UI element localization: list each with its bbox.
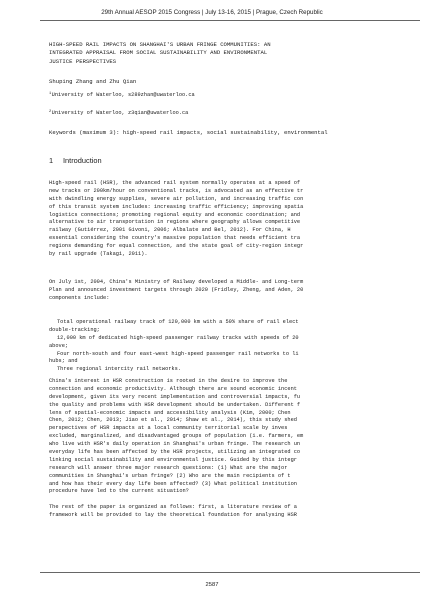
paragraph-4 [49,504,297,520]
paragraph-2 [49,279,303,303]
title-line: INTEGRATED APPRAISAL FROM SOCIAL SUSTAINABILITY AND ENVIRONMENTAL [49,49,268,57]
affiliation-text: University of Waterloo, z3qian@uwaterloo.ca [51,110,189,116]
bullet-list [49,319,299,374]
affiliation-marker: 1 [49,92,52,96]
list-item: 12,000 km of dedicated high-speed passenger railway tracks with speeds of 20 [57,334,299,341]
text-line: procedure have led to the current situation? [49,488,189,495]
text-line: lens of spatial-economic impacts and accessibility analysis (Kim, 2000; Chen [49,409,291,416]
paragraph-3 [49,378,303,496]
affiliation-text: University of Waterloo, s289zhan@uwaterloo.ca [51,92,195,98]
affiliation-1 [49,92,195,98]
text-line: with dwindling energy supplies, severe air pollution, and increasing traffic con [49,195,304,202]
list-item: Total operational railway track of 120,000 km with a 50% share of rail elect [57,319,299,325]
text-line: everyday life has been affected by the HSR projects, utilizing an integrated co [49,449,301,456]
paper-title [49,41,271,66]
list-item: above; [49,342,69,349]
affiliation-marker: 2 [49,110,52,114]
section-title: Introduction [63,156,102,165]
text-line: research will answer three major research questions: (1) What are the major [49,464,288,471]
footer-rule [40,572,420,573]
section-heading [49,156,102,165]
text-line: new tracks or 200km/hour on conventional tracks, is advocated as an effective tr [49,187,304,194]
text-line: connection and economic productivity. Although there are sound economic incent [49,385,297,392]
author-names: Shuping Zhang and Zhu Qian [49,78,137,85]
text-line: by rail upgrade (Takagi, 2011). [49,251,148,258]
text-line: perspectives of HSR impacts at a local community territorial scale by inves [49,425,288,432]
text-line: On July 1st, 2004, China's Ministry of Railway developed a Middle- and Long-term [49,279,304,285]
title-line: JUSTICE PERSPECTIVES [49,57,117,65]
title-line: HIGH-SPEED RAIL IMPACTS ON SHANGHAI'S URBAN FRINGE COMMUNITIES: AN [49,41,271,48]
text-line: The rest of the paper is organized as follows: first, a literature review of a [49,504,297,510]
text-line: components include: [49,294,110,301]
text-line: Plan and announced investment targets through 2020 (Fridley, Zheng, and Aden, 20 [49,286,304,293]
keywords: Keywords (maximum 3): high-speed rail impacts, social sustainability, environmental [49,129,328,136]
text-line: alternative to air transportation in regions where geography allows competitive [49,219,301,226]
section-number: 1 [49,156,54,165]
text-line: China's interest in HSR construction is rooted in the desire to improve the [49,378,288,384]
text-line: who live with HSR's daily operation in Shanghai's urban fringe. The research un [49,441,301,448]
text-line: development, given its very recent implementation and controversial impacts, fu [49,393,301,400]
text-line: logistics connections; promoting regional equity and economic coordination; and [49,211,301,218]
text-line: regions demanding for equal connection, and the state goal of city-region integr [49,243,304,250]
text-line: and how has their every day life been affected? (3) What political institution [49,480,297,487]
affiliation-2 [49,110,188,116]
list-item: hubs; and [49,358,78,365]
list-item: double-tracking; [49,326,100,333]
text-line: railway (Gutiérrez, 2001 Givoni, 2006; Albalate and Bel, 2012). For China, H [49,227,291,234]
text-line: excluded, marginalized, and disadvantaged groups of population (i.e. farmers, em [49,433,304,440]
list-item: Three regional intercity rail networks. [57,366,181,373]
text-line: of this transit system includes: increasing traffic efficiency; improving spatia [49,203,304,210]
text-line: linking social sustainability and environmental justice. Guided by this integr [49,456,297,463]
conference-header: 29th Annual AESOP 2015 Congress | July 13-16, 2015 | Prague, Czech Republic [101,9,323,16]
text-line: framework will be provided to lay the theoretical foundation for analysing HSR [49,511,297,518]
text-line: the quality and problems with HSR development should be undertaken. Different f [49,401,301,408]
text-line: Chen, 2012; Chen, 2013; Jiao et al., 2014; Shaw et al., 2014), this study shed [49,417,297,424]
header-rule [40,20,420,21]
text-line: High-speed rail (HSR), the advanced rail system normally operates at a speed of [49,180,301,186]
page-number: 2587 [205,582,219,588]
list-item: Four north-south and four east-west high-speed passenger rail networks to li [57,350,299,357]
text-line: essential considering the country's massive population that needs efficient tra [49,235,301,242]
text-line: communities in Shanghai's urban fringe? (2) Who are the main recipients of t [49,472,291,479]
paragraph-1 [49,180,303,259]
